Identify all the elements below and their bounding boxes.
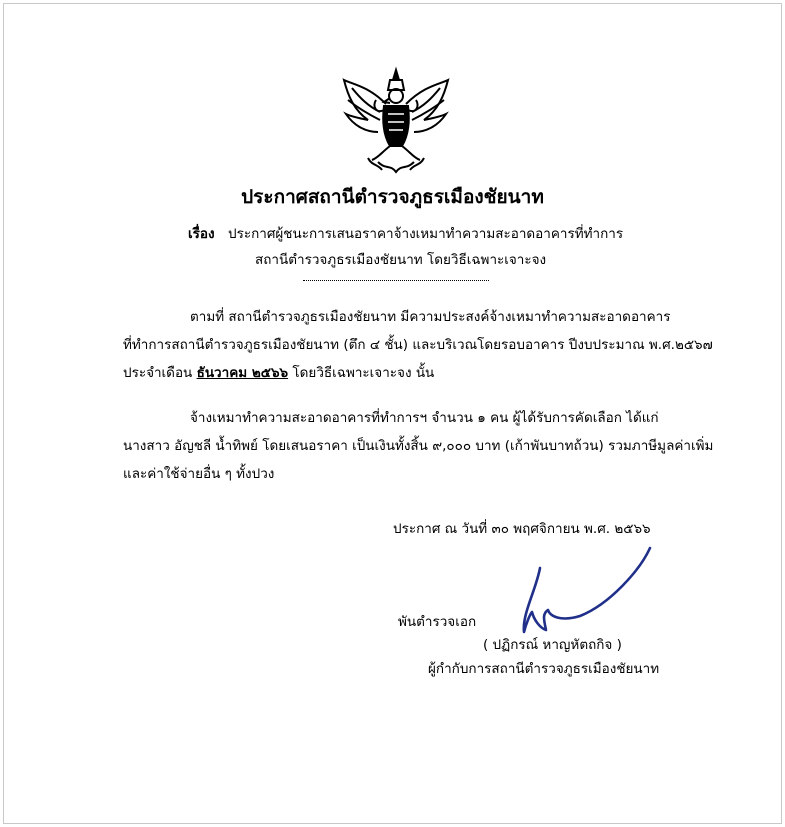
subject-text-line1: ประกาศผู้ชนะการเสนอราคาจ้างเหมาทำความสะอาดอาคารที่ทำการ bbox=[228, 226, 624, 242]
signature-rank: พันตำรวจเอก bbox=[398, 614, 477, 630]
announcement-date: ประกาศ ณ วันที่ ๓๐ พฤศจิกายน พ.ศ. ๒๕๖๖ bbox=[393, 521, 651, 537]
signature-position: ผู้กำกับการสถานีตำรวจภูธรเมืองชัยนาท bbox=[428, 661, 660, 677]
paragraph2-line1: จ้างเหมาทำความสะอาดอาคารที่ทำการฯ จำนวน ๑ คน ผู้ได้รับการคัดเลือก ได้แก่ bbox=[190, 410, 659, 426]
paragraph1-line1: ตามที่ สถานีตำรวจภูธรเมืองชัยนาท มีความประสงค์จ้างเหมาทำความสะอาดอาคาร bbox=[190, 309, 671, 325]
document-title: ประกาศสถานีตำรวจภูธรเมืองชัยนาท bbox=[241, 186, 544, 208]
paragraph1-line3 bbox=[123, 361, 434, 383]
handwritten-signature bbox=[500, 540, 660, 640]
month-value: ธันวาคม ๒๕๖๖ bbox=[196, 365, 289, 381]
subject-label: เรื่อง bbox=[188, 226, 215, 242]
dotted-divider bbox=[303, 280, 489, 281]
method-suffix: โดยวิธีเฉพาะเจาะจง นั้น bbox=[292, 365, 435, 381]
subject-text-line2: สถานีตำรวจภูธรเมืองชัยนาท โดยวิธีเฉพาะเจาะจง bbox=[255, 252, 547, 268]
paragraph2-line3: และค่าใช้จ่ายอื่น ๆ ทั้งปวง bbox=[123, 466, 275, 482]
month-prefix: ประจำเดือน bbox=[123, 365, 193, 381]
paragraph1-line2: ที่ทำการสถานีตำรวจภูธรเมืองชัยนาท (ตึก ๔ ชั้น) และบริเวณโดยรอบอาคาร ปีงบประมาณ พ.ศ.๒๕๖๗ bbox=[123, 337, 713, 353]
subject-row bbox=[188, 222, 623, 244]
paragraph2-line2: นางสาว อัญชลี น้ำทิพย์ โดยเสนอราคา เป็นเงินทั้งสิ้น ๙,๐๐๐ บาท (เก้าพันบาทถ้วน) รวมภาษีมูลค่าเพิ่ม bbox=[123, 438, 714, 454]
signature-name: ( ปฏิกรณ์ หาญหัตถกิจ ) bbox=[483, 637, 622, 653]
garuda-emblem-icon bbox=[338, 66, 454, 174]
